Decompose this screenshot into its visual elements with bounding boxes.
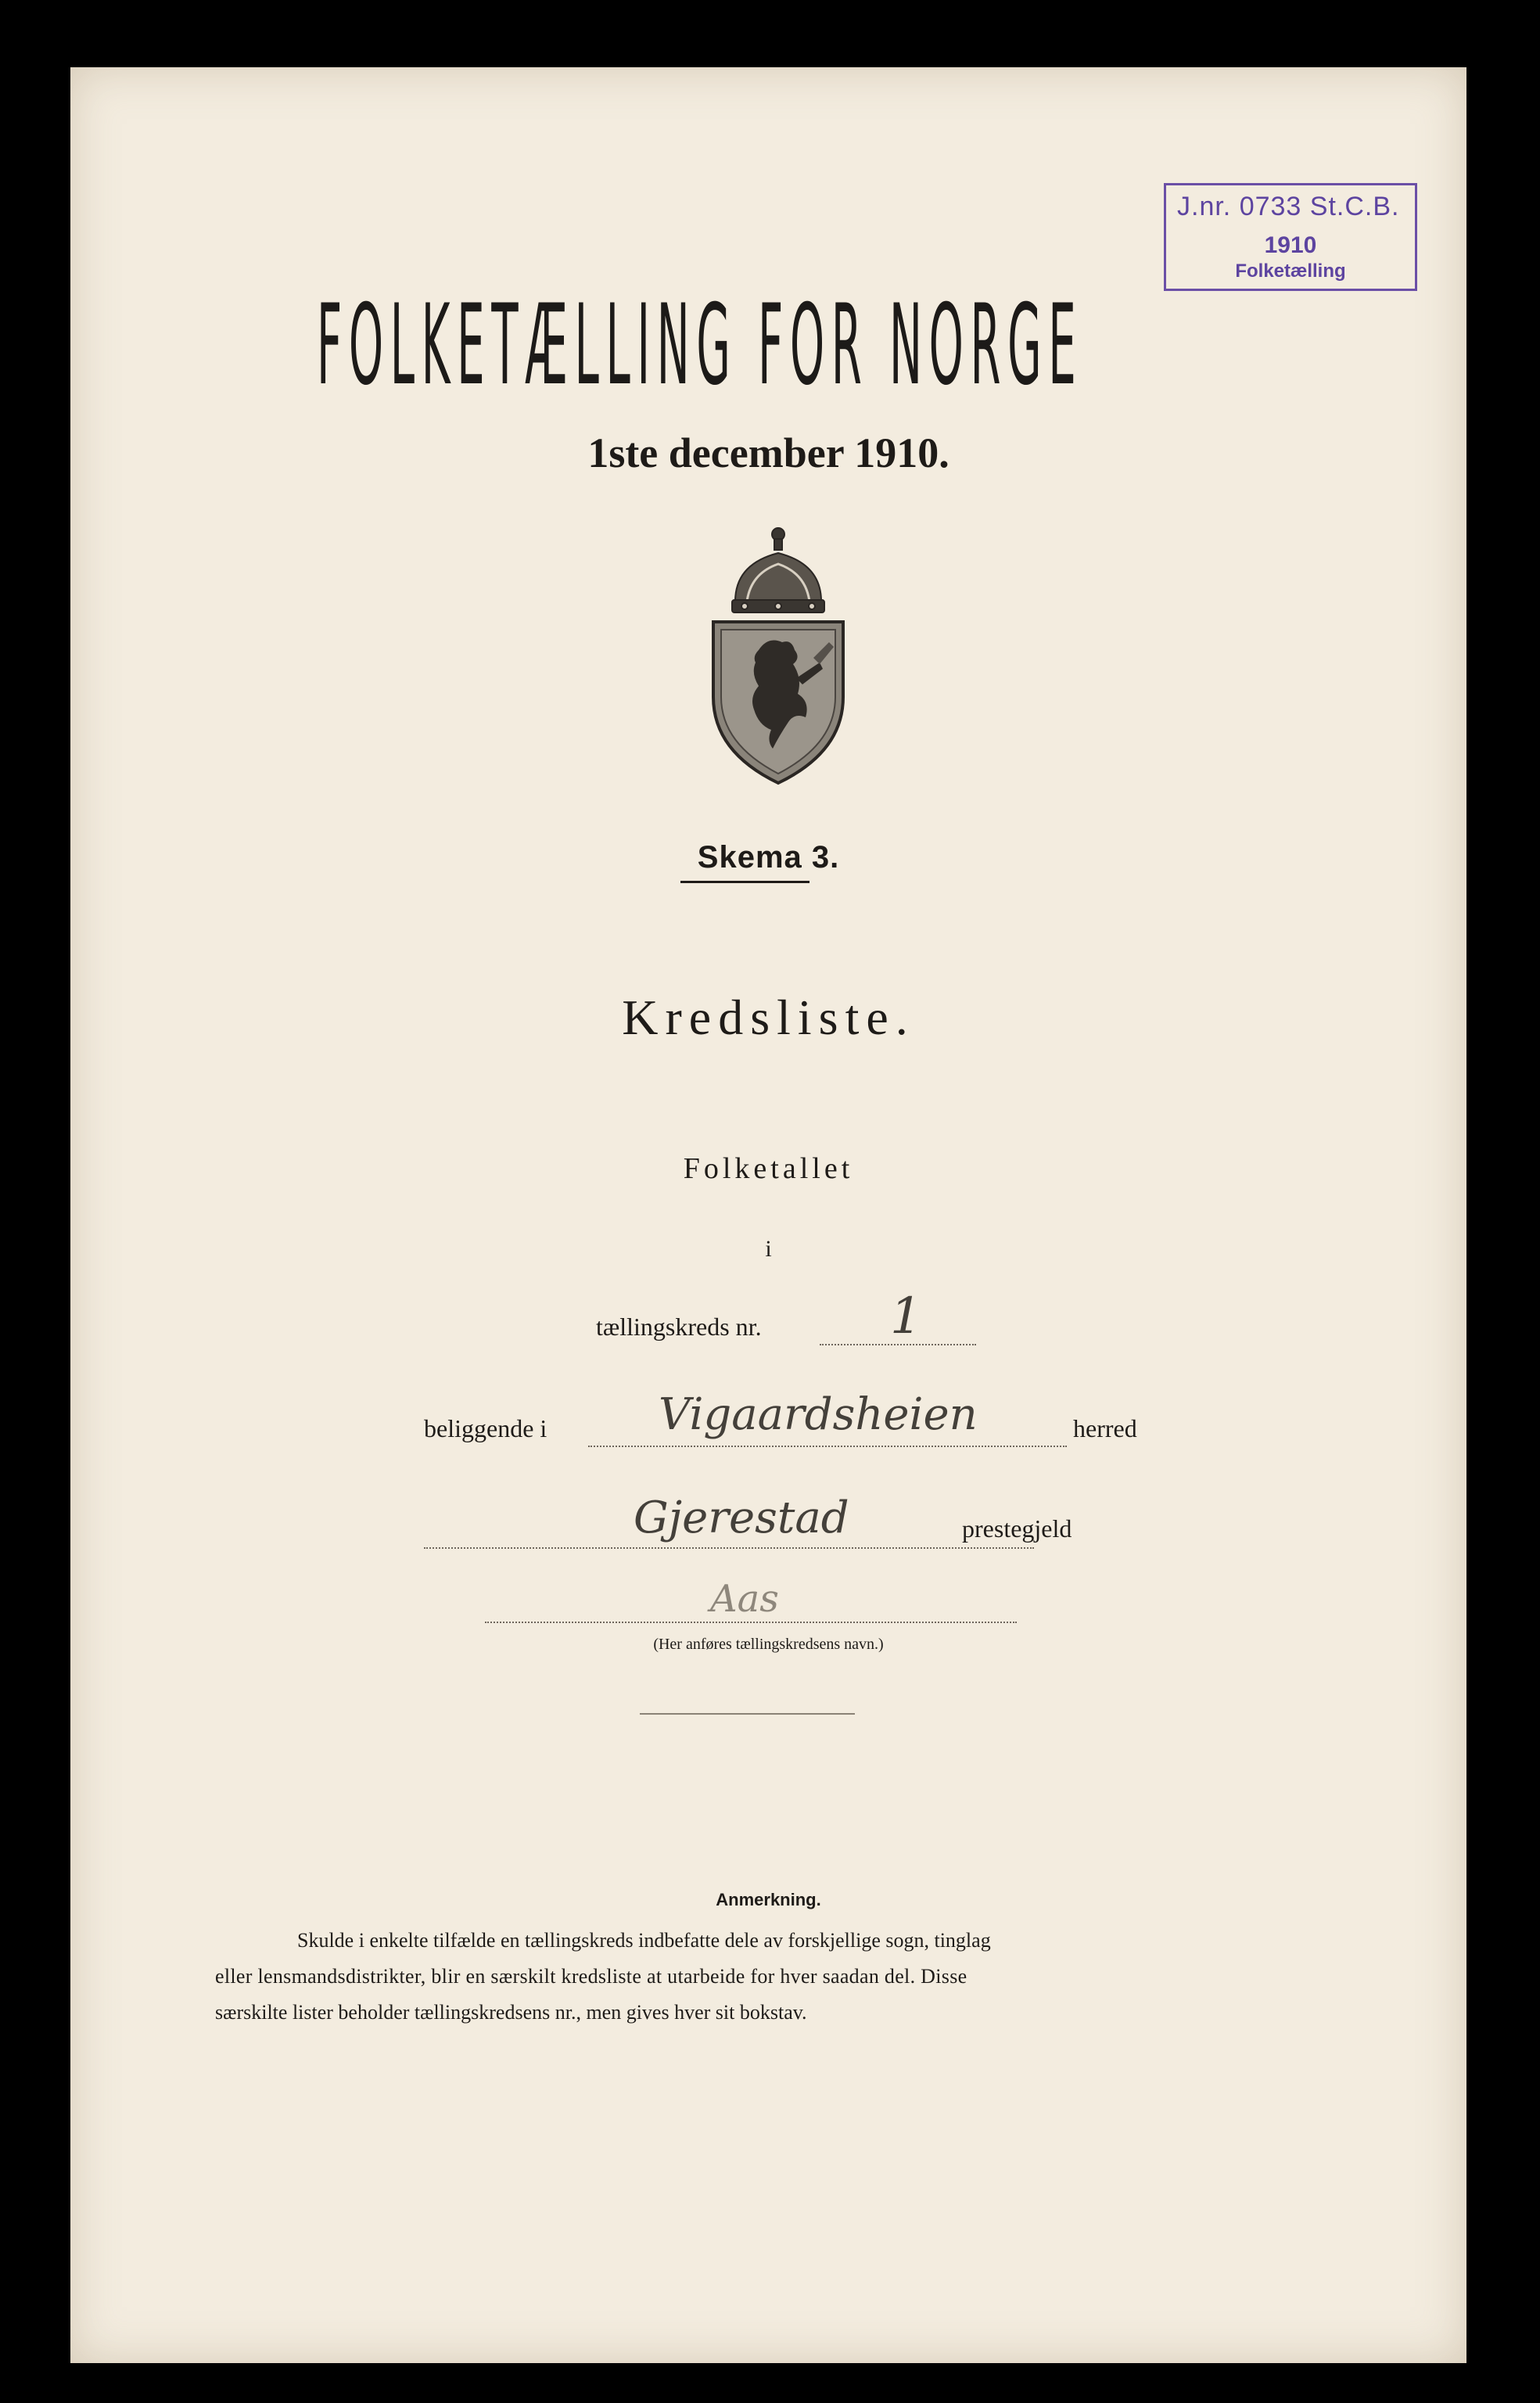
coat-of-arms-icon — [704, 525, 853, 787]
kreds-name-value: Aas — [710, 1577, 779, 1621]
herred-suffix-label: herred — [1073, 1414, 1137, 1442]
receipt-stamp — [1164, 183, 1417, 291]
herred-line — [588, 1446, 1067, 1447]
census-date: 1ste december 1910. — [587, 429, 949, 476]
kreds-number-label: tællingskreds nr. — [596, 1313, 762, 1341]
preposition-text: i — [765, 1236, 772, 1262]
herred-value: Vigaardsheien — [659, 1389, 978, 1440]
form-subheading: Folketallet — [683, 1152, 854, 1185]
prestegjeld-value: Gjerestad — [634, 1492, 849, 1543]
kreds-number-value: 1 — [890, 1288, 922, 1345]
form-heading: Kredsliste. — [622, 990, 915, 1045]
schema-underline — [680, 881, 809, 883]
herred-prefix-label: beliggende i — [424, 1414, 547, 1442]
separator-line — [640, 1713, 855, 1715]
remark-line-3: særskilte lister beholder tællingskredsens nr., men gives hver sit bokstav. — [215, 2001, 807, 2024]
prestegjeld-line — [424, 1547, 1034, 1549]
kreds-name-line — [485, 1622, 1017, 1623]
stamp-year: 1910 — [1264, 232, 1317, 258]
stamp-journal-number: J.nr. 0733 St.C.B. — [1177, 192, 1400, 221]
remark-title: Anmerkning. — [716, 1890, 821, 1909]
stamp-label: Folketælling — [1235, 260, 1346, 282]
page-title: FOLKETÆLLING FOR NORGE — [317, 281, 1083, 410]
schema-label: Skema 3. — [697, 840, 840, 875]
kreds-name-note: (Her anføres tællingskredsens navn.) — [653, 1636, 884, 1653]
remark-line-2: eller lensmandsdistrikter, blir en særskilt kredsliste at utarbeide for hver saadan del. Disse — [215, 1965, 967, 1988]
prestegjeld-suffix-label: prestegjeld — [962, 1514, 1072, 1543]
document-page — [70, 67, 1466, 2363]
remark-line-1: Skulde i enkelte tilfælde en tællingskreds indbefatte dele av forskjellige sogn, tinglag — [297, 1929, 991, 1952]
